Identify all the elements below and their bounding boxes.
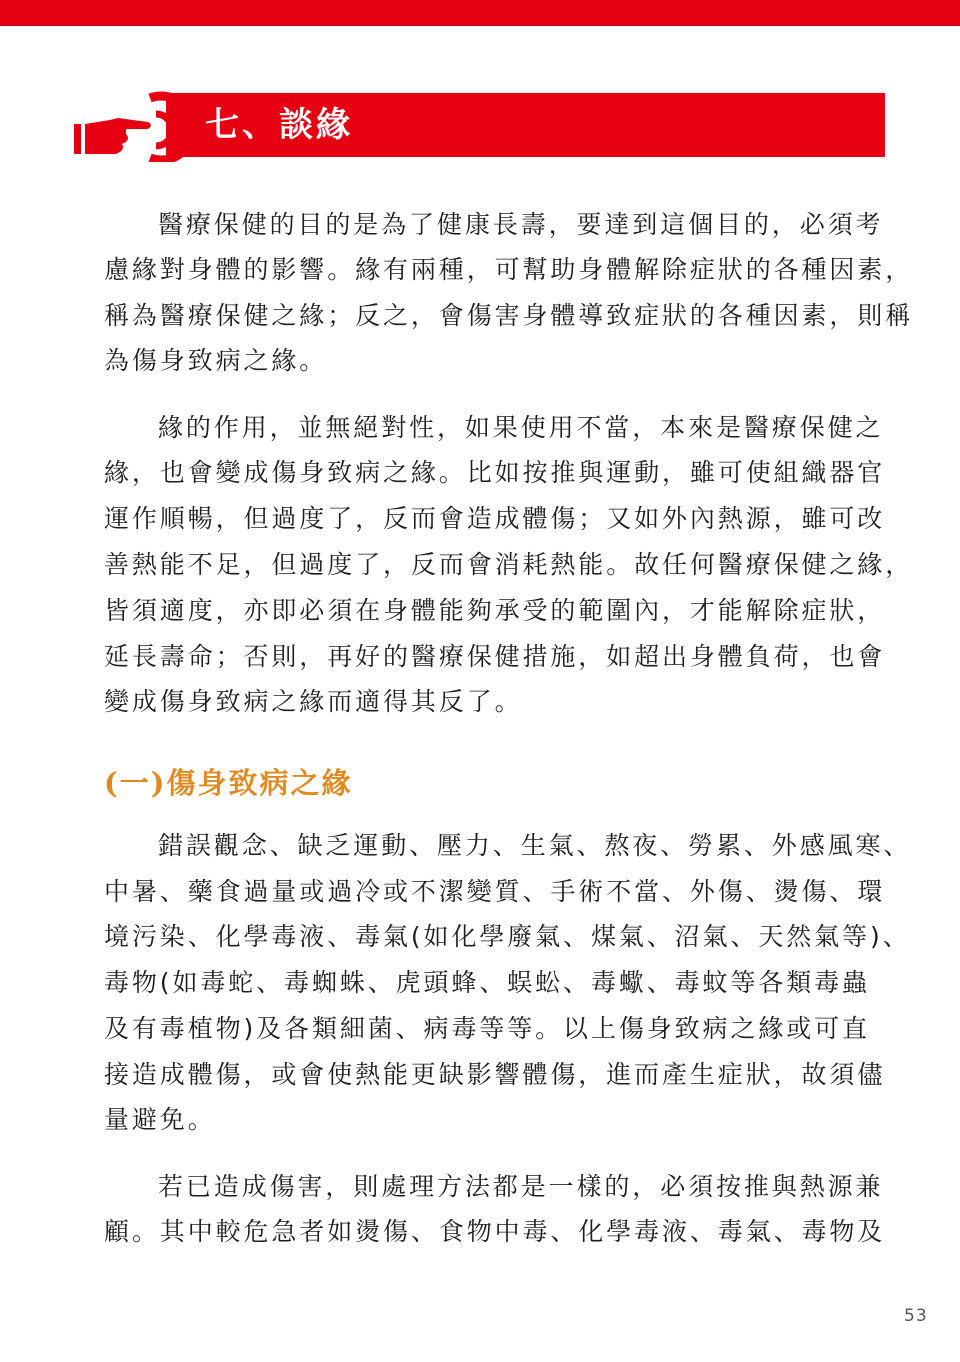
text-line: 運作順暢，但過度了，反而會造成體傷；又如外內熱源，雖可改 bbox=[104, 504, 886, 533]
text-line: 接造成體傷，或會使熱能更缺影響體傷，進而產生症狀，故須儘 bbox=[104, 1060, 886, 1089]
section-heading: (一)傷身致病之緣 bbox=[104, 766, 353, 800]
chapter-title: 七、談緣 bbox=[205, 105, 353, 145]
text-line: 量避免。 bbox=[104, 1105, 216, 1134]
text-line: 緣的作用，並無絕對性，如果使用不當，本來是醫療保健之 bbox=[158, 413, 884, 442]
text-line: 中暑、藥食過量或過冷或不潔變質、手術不當、外傷、燙傷、環 bbox=[104, 877, 886, 906]
page-number: 53 bbox=[904, 1306, 928, 1326]
text-line: 變成傷身致病之緣而適得其反了。 bbox=[104, 687, 523, 716]
text-line: 醫療保健的目的是為了健康長壽，要達到這個目的，必須考 bbox=[158, 210, 884, 239]
text-line: 慮緣對身體的影響。緣有兩種，可幫助身體解除症狀的各種因素， bbox=[104, 255, 914, 284]
text-line: 延長壽命；否則，再好的醫療保健措施，如超出身體負荷，也會 bbox=[104, 642, 886, 671]
text-line: 稱為醫療保健之緣；反之，會傷害身體導致症狀的各種因素，則稱 bbox=[104, 301, 914, 330]
text-line: 顧。其中較危急者如燙傷、食物中毒、化學毒液、毒氣、毒物及 bbox=[104, 1217, 886, 1246]
text-line: 善熱能不足，但過度了，反而會消耗熱能。故任何醫療保健之緣， bbox=[104, 550, 914, 579]
text-line: 及有毒植物)及各類細菌、病毒等等。以上傷身致病之緣或可直 bbox=[104, 1014, 870, 1043]
text-line: 若已造成傷害，則處理方法都是一樣的，必須按推與熱源兼 bbox=[158, 1172, 884, 1201]
top-color-bar bbox=[0, 0, 960, 25]
text-line: 為傷身致病之緣。 bbox=[104, 346, 328, 375]
text-line: 錯誤觀念、缺乏運動、壓力、生氣、熬夜、勞累、外感風寒、 bbox=[158, 831, 912, 860]
text-line: 緣，也會變成傷身致病之緣。比如按推與運動，雖可使組織器官 bbox=[104, 458, 886, 487]
text-line: 境污染、化學毒液、毒氣(如化學廢氣、煤氣、沼氣、天然氣等)、 bbox=[104, 922, 911, 951]
text-line: 皆須適度，亦即必須在身體能夠承受的範圍內，才能解除症狀， bbox=[104, 596, 886, 625]
text-line: 毒物(如毒蛇、毒蜘蛛、虎頭蜂、蜈蚣、毒蠍、毒蚊等各類毒蟲 bbox=[104, 968, 870, 997]
